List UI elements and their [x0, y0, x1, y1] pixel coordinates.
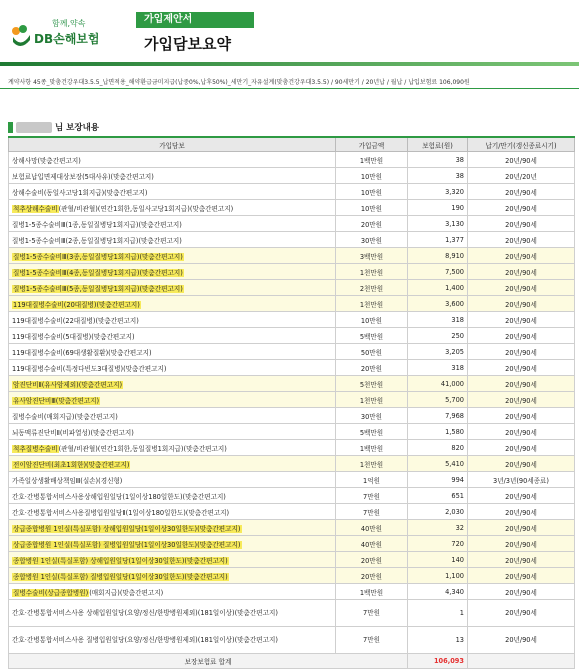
coverage-name — [9, 536, 336, 552]
table-row — [9, 152, 575, 168]
coverage-term: 20년/90세 — [468, 152, 575, 168]
table-row — [9, 408, 575, 424]
table-row — [9, 488, 575, 504]
document-badge: 가입제안서 — [136, 12, 254, 28]
table-row — [9, 520, 575, 536]
col-header-amount: 가입금액 — [336, 137, 408, 152]
col-header-coverage: 가입담보 — [9, 137, 336, 152]
coverage-premium: 5,410 — [408, 456, 468, 472]
table-row — [9, 264, 575, 280]
table-row — [9, 504, 575, 520]
table-row — [9, 216, 575, 232]
coverage-premium: 4,340 — [408, 584, 468, 600]
table-row — [9, 296, 575, 312]
coverage-amount: 1백만원 — [336, 152, 408, 168]
table-row — [9, 392, 575, 408]
table-row — [9, 424, 575, 440]
highlight-mark: 척추상해수술비 — [13, 204, 58, 213]
coverage-premium: 994 — [408, 472, 468, 488]
coverage-premium: 190 — [408, 200, 468, 216]
coverage-amount: 5천만원 — [336, 376, 408, 392]
coverage-name: 상해수술비(동일사고당1회지급)(맞춤간편고지) — [9, 184, 336, 200]
coverage-term: 20년/90세 — [468, 424, 575, 440]
brand-tagline: 함께,약속 — [52, 19, 86, 28]
table-row — [9, 568, 575, 584]
coverage-amount: 20만원 — [336, 568, 408, 584]
highlight-mark: 119대질병수술비(20대질병)(맞춤간편고지) — [13, 300, 140, 309]
coverage-term: 20년/90세 — [468, 552, 575, 568]
coverage-premium: 1 — [408, 600, 468, 627]
table-row — [9, 376, 575, 392]
coverage-amount: 10만원 — [336, 168, 408, 184]
coverage-term: 20년/90세 — [468, 248, 575, 264]
coverage-term: 20년/90세 — [468, 312, 575, 328]
coverage-term: 20년/90세 — [468, 216, 575, 232]
coverage-name: 척추상해수술비(관혈/비관혈)(연간1회한,동일사고당1회지급)(맞춤간편고지) — [9, 200, 336, 216]
coverage-amount: 1백만원 — [336, 440, 408, 456]
table-row — [9, 584, 575, 600]
section-marker-icon — [8, 122, 13, 133]
coverage-term: 20년/90세 — [468, 488, 575, 504]
coverage-amount: 5백만원 — [336, 328, 408, 344]
coverage-amount: 3백만원 — [336, 248, 408, 264]
coverage-name: 간호·간병통합서비스사용질병입원일당Ⅱ(1일이상180일한도)(맞춤간편고지) — [9, 504, 336, 520]
coverage-name: 질병1-5종수술비Ⅲ(1종,동일질병당1회지급)(맞춤간편고지) — [9, 216, 336, 232]
db-logo-icon — [10, 23, 32, 49]
coverage-term: 20년/90세 — [468, 328, 575, 344]
table-row — [9, 312, 575, 328]
highlight-mark: 질병1-5종수술비Ⅲ(4종,동일질병당1회지급)(맞춤간편고지) — [13, 268, 183, 277]
coverage-premium: 8,910 — [408, 248, 468, 264]
table-row — [9, 344, 575, 360]
contract-summary: 계약사항 45종_맞춤건강우대3.5.5_납면적용_해약환급금미지급(납중0%,납후50%)_세만기_자유설계(맞춤건강우대3.5.5) / 90세만기 / 20년납 / 월납 / 납입보험료 106,090원 — [8, 79, 470, 86]
coverage-premium: 3,205 — [408, 344, 468, 360]
coverage-name — [9, 248, 336, 264]
coverage-amount: 20만원 — [336, 552, 408, 568]
coverage-premium: 41,000 — [408, 376, 468, 392]
coverage-premium: 3,320 — [408, 184, 468, 200]
coverage-amount: 1천만원 — [336, 392, 408, 408]
table-row — [9, 456, 575, 472]
coverage-name — [9, 552, 336, 568]
coverage-term: 20년/90세 — [468, 184, 575, 200]
highlight-mark: 척추질병수술비 — [13, 444, 58, 453]
highlight-mark: 유사암진단비Ⅲ(맞춤간편고지) — [13, 396, 100, 405]
coverage-name: 119대질병수술비(특정다빈도3대질병)(맞춤간편고지) — [9, 360, 336, 376]
coverage-name: 척추질병수술비(관혈/비관혈)(연간1회한,동일질병1회지급)(맞춤간편고지) — [9, 440, 336, 456]
total-value: 106,093 — [408, 654, 468, 669]
table-row — [9, 200, 575, 216]
coverage-term: 20년/90세 — [468, 360, 575, 376]
coverage-name — [9, 296, 336, 312]
coverage-premium: 38 — [408, 168, 468, 184]
coverage-name: 질병수술비(매회지급)(맞춤간편고지) — [9, 408, 336, 424]
table-row — [9, 552, 575, 568]
header-divider — [0, 62, 579, 66]
table-row — [9, 627, 575, 654]
coverage-premium: 1,100 — [408, 568, 468, 584]
highlight-mark: 상급종합병원 1인실(특실포함) 상해입원일당(1일이상30일한도)(맞춤간편고지) — [13, 524, 241, 533]
highlight-mark: 질병1-5종수술비Ⅲ(3종,동일질병당1회지급)(맞춤간편고지) — [13, 252, 183, 261]
highlight-mark: 질병1-5종수술비Ⅲ(5종,동일질병당1회지급)(맞춤간편고지) — [13, 284, 183, 293]
coverage-amount: 7만원 — [336, 627, 408, 654]
coverage-premium: 250 — [408, 328, 468, 344]
highlight-mark: 종합병원 1인실(특실포함) 상해입원일당(1일이상30일한도)(맞춤간편고지) — [13, 556, 228, 565]
coverage-term: 3년/3년(90세종료) — [468, 472, 575, 488]
coverage-premium: 318 — [408, 360, 468, 376]
highlight-mark: 종합병원 1인실(특실포함) 질병입원일당(1일이상30일한도)(맞춤간편고지) — [13, 572, 228, 581]
coverage-name: 질병수술비(상급종합병원)(매회지급)(맞춤간편고지) — [9, 584, 336, 600]
table-row — [9, 328, 575, 344]
highlight-mark: 상급종합병원 1인실(특실포함) 질병입원일당(1일이상30일한도)(맞춤간편고지) — [13, 540, 241, 549]
coverage-premium: 13 — [408, 627, 468, 654]
coverage-premium: 38 — [408, 152, 468, 168]
section-title: 님 보장내용 — [55, 123, 100, 133]
col-header-premium: 보험료(원) — [408, 137, 468, 152]
coverage-premium: 820 — [408, 440, 468, 456]
coverage-name: 간호·간병통합서비스사용 상해입원일당(요양/정신/한방병원제외)(181일이상)(맞춤간편고지) — [9, 600, 336, 627]
coverage-term: 20년/90세 — [468, 232, 575, 248]
coverage-term: 20년/90세 — [468, 456, 575, 472]
coverage-amount: 40만원 — [336, 520, 408, 536]
coverage-premium: 32 — [408, 520, 468, 536]
coverage-premium: 3,130 — [408, 216, 468, 232]
coverage-term: 20년/90세 — [468, 344, 575, 360]
coverage-premium: 7,968 — [408, 408, 468, 424]
table-row — [9, 184, 575, 200]
coverage-amount: 1천만원 — [336, 456, 408, 472]
coverage-amount: 30만원 — [336, 408, 408, 424]
coverage-amount: 1천만원 — [336, 296, 408, 312]
coverage-premium: 5,700 — [408, 392, 468, 408]
coverage-premium: 720 — [408, 536, 468, 552]
coverage-term: 20년/90세 — [468, 392, 575, 408]
coverage-name: 119대질병수술비(69대생활질환)(맞춤간편고지) — [9, 344, 336, 360]
coverage-amount: 7만원 — [336, 488, 408, 504]
coverage-name — [9, 520, 336, 536]
coverage-amount: 1억원 — [336, 472, 408, 488]
table-row — [9, 536, 575, 552]
coverage-name: 119대질병수술비(5대질병)(맞춤간편고지) — [9, 328, 336, 344]
coverage-name — [9, 392, 336, 408]
coverage-name: 보험료납입면제대상보장(5대사유)(맞춤간편고지) — [9, 168, 336, 184]
redacted-name — [16, 122, 52, 133]
coverage-name — [9, 376, 336, 392]
coverage-name: 뇌동맥류진단비Ⅱ(비파열성)(맞춤간편고지) — [9, 424, 336, 440]
coverage-amount: 30만원 — [336, 232, 408, 248]
table-row — [9, 248, 575, 264]
coverage-term: 20년/90세 — [468, 280, 575, 296]
coverage-term: 20년/20년 — [468, 168, 575, 184]
coverage-term: 20년/90세 — [468, 264, 575, 280]
table-header-row — [9, 137, 575, 152]
coverage-amount: 50만원 — [336, 344, 408, 360]
db-logo — [10, 18, 120, 54]
col-header-term: 납기/만기(갱신종료시기) — [468, 137, 575, 152]
coverage-name — [9, 568, 336, 584]
summary-divider — [0, 88, 579, 89]
coverage-premium: 7,500 — [408, 264, 468, 280]
coverage-term: 20년/90세 — [468, 520, 575, 536]
coverage-name: 상해사망(맞춤간편고지) — [9, 152, 336, 168]
coverage-term: 20년/90세 — [468, 568, 575, 584]
coverage-term: 20년/90세 — [468, 200, 575, 216]
coverage-name: 간호·간병통합서비스사용 질병입원일당(요양/정신/한방병원제외)(181일이상)(맞춤간편고지) — [9, 627, 336, 654]
coverage-term: 20년/90세 — [468, 600, 575, 627]
table-row — [9, 232, 575, 248]
coverage-term: 20년/90세 — [468, 504, 575, 520]
coverage-amount: 2천만원 — [336, 280, 408, 296]
page-title: 가입담보요약 — [144, 35, 231, 53]
coverage-premium: 318 — [408, 312, 468, 328]
coverage-name — [9, 456, 336, 472]
highlight-mark: 전이암진단비(최초1회한)(맞춤간편고지) — [13, 460, 130, 469]
coverage-term: 20년/90세 — [468, 536, 575, 552]
coverage-amount: 1백만원 — [336, 584, 408, 600]
coverage-name — [9, 264, 336, 280]
coverage-term: 20년/90세 — [468, 584, 575, 600]
coverage-term: 20년/90세 — [468, 296, 575, 312]
highlight-mark: 질병수술비(상급종합병원) — [13, 588, 89, 597]
coverage-amount: 1천만원 — [336, 264, 408, 280]
coverage-amount: 7만원 — [336, 504, 408, 520]
coverage-amount: 20만원 — [336, 216, 408, 232]
coverage-term: 20년/90세 — [468, 376, 575, 392]
coverage-premium: 2,030 — [408, 504, 468, 520]
coverage-amount: 5백만원 — [336, 424, 408, 440]
coverage-premium: 1,400 — [408, 280, 468, 296]
total-row — [9, 654, 575, 669]
total-empty-cell — [468, 654, 575, 669]
coverage-amount: 10만원 — [336, 184, 408, 200]
coverage-amount: 10만원 — [336, 312, 408, 328]
coverage-term: 20년/90세 — [468, 440, 575, 456]
coverage-premium: 3,600 — [408, 296, 468, 312]
table-row — [9, 440, 575, 456]
coverage-name: 119대질병수술비(22대질병)(맞춤간편고지) — [9, 312, 336, 328]
coverage-premium: 651 — [408, 488, 468, 504]
table-row — [9, 472, 575, 488]
coverage-name: 간호·간병통합서비스사용상해입원일당(1일이상180일한도)(맞춤간편고지) — [9, 488, 336, 504]
table-row — [9, 168, 575, 184]
coverage-term: 20년/90세 — [468, 627, 575, 654]
coverage-name: 질병1-5종수술비Ⅲ(2종,동일질병당1회지급)(맞춤간편고지) — [9, 232, 336, 248]
coverage-premium: 1,377 — [408, 232, 468, 248]
coverage-amount: 10만원 — [336, 200, 408, 216]
coverage-name — [9, 280, 336, 296]
table-row — [9, 600, 575, 627]
coverage-name: 가족일상생활배상책임Ⅲ(실손)(경신형) — [9, 472, 336, 488]
coverage-premium: 1,580 — [408, 424, 468, 440]
coverage-amount: 40만원 — [336, 536, 408, 552]
coverage-term: 20년/90세 — [468, 408, 575, 424]
brand-name: DB손해보험 — [34, 32, 100, 46]
coverage-amount: 20만원 — [336, 360, 408, 376]
total-label: 보장보험료 합계 — [9, 654, 408, 669]
coverage-amount: 7만원 — [336, 600, 408, 627]
header — [0, 0, 579, 68]
highlight-mark: 암진단비Ⅱ(유사암제외)(맞춤간편고지) — [13, 380, 123, 389]
table-row — [9, 280, 575, 296]
table-row — [9, 360, 575, 376]
section-heading — [8, 120, 99, 134]
coverage-table — [8, 136, 575, 669]
coverage-premium: 140 — [408, 552, 468, 568]
